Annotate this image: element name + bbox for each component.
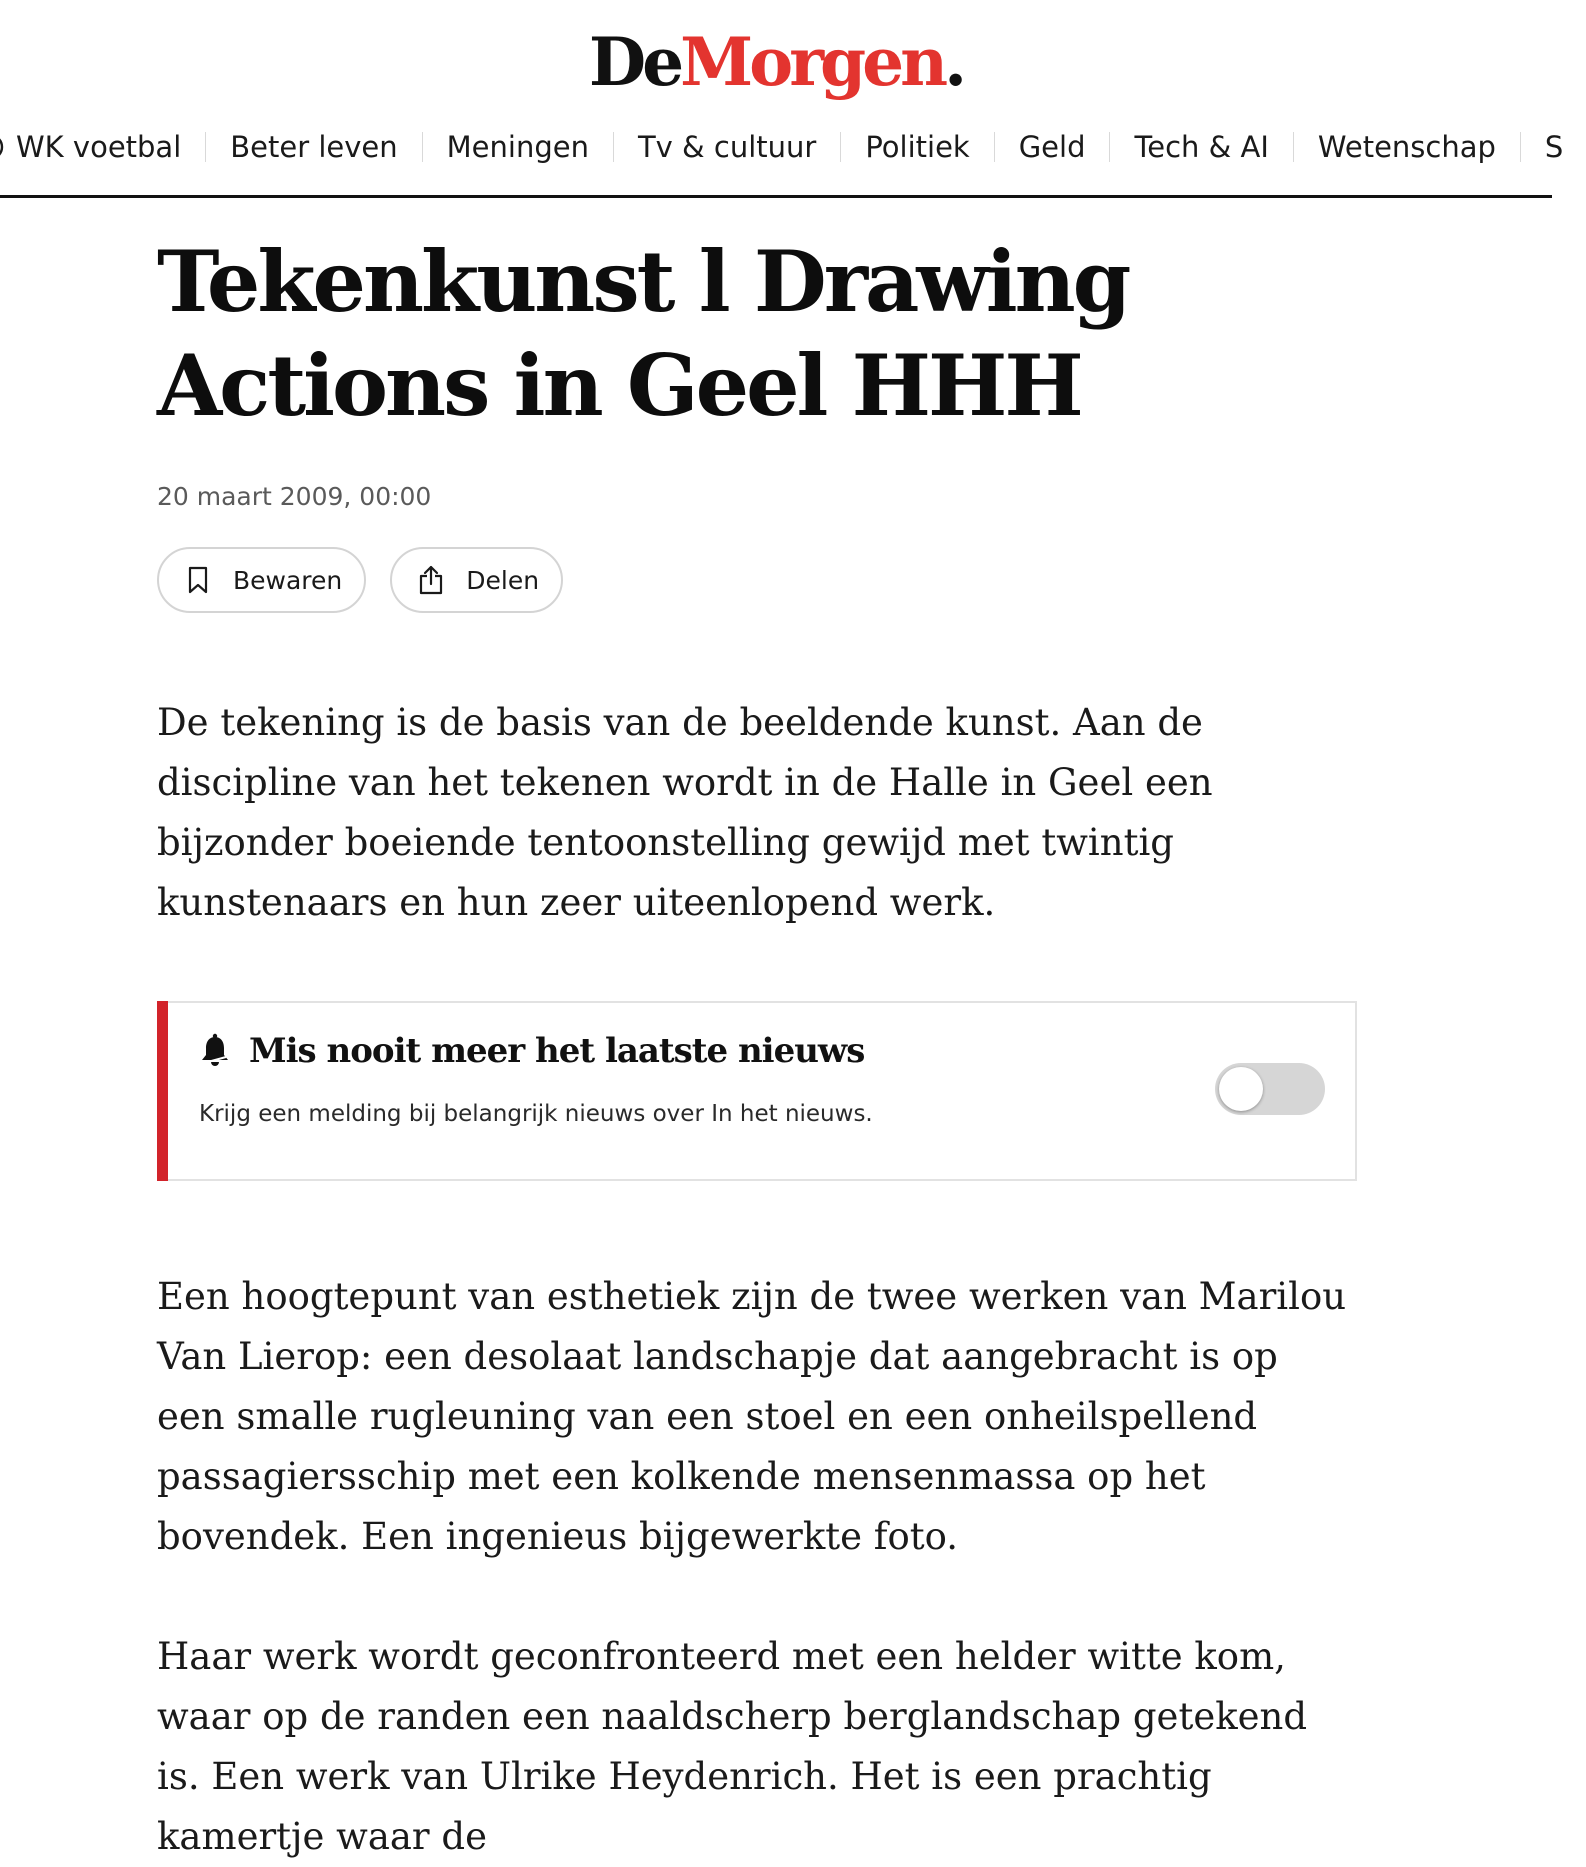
logo-de: De [588, 23, 681, 101]
share-button[interactable] [390, 547, 563, 613]
nav-item-tech-ai[interactable]: Tech & AI [1134, 130, 1269, 164]
article-title: Tekenkunst l Drawing Actions in Geel HHH [157, 232, 1129, 435]
promo-subtitle: Krijg een melding bij belangrijk nieuws over In het nieuws. [199, 1101, 873, 1127]
toggle-knob [1219, 1067, 1263, 1111]
nav-item-meningen[interactable]: Meningen [446, 130, 589, 164]
nav-icon [0, 132, 8, 162]
nav-item-beter-leven[interactable]: Beter leven [230, 130, 398, 164]
logo-morgen: Morgen [680, 23, 945, 101]
share-button-label: Delen [466, 565, 540, 595]
nav-item-wetenschap[interactable]: Wetenschap [1317, 130, 1496, 164]
share-icon [416, 565, 446, 595]
article-date: 20 maart 2009, 00:00 [157, 482, 432, 511]
bookmark-icon [183, 565, 213, 595]
save-button-label: Bewaren [233, 565, 343, 595]
nav-item-truncated[interactable]: S [1544, 130, 1564, 164]
nav-divider [1109, 132, 1110, 162]
nav-item-wk-voetbal[interactable] [0, 130, 181, 164]
save-button[interactable] [157, 547, 366, 613]
article-paragraph: Een hoogtepunt van esthetiek zijn de twee werken van Marilou Van Lierop: een desolaat landschapje dat aangebracht is op een smalle rugleuning van een stoel en een onheilspellend passagiersschip met een kolkende mensenmassa op het bovendek. Een ingenieus bijgewerkte foto. [157, 1275, 1347, 1558]
nav-divider [840, 132, 841, 162]
promo-title: Mis nooit meer het laatste nieuws [249, 1031, 865, 1071]
nav-divider [205, 132, 206, 162]
nav-item-geld[interactable]: Geld [1018, 130, 1086, 164]
bell-icon [199, 1033, 231, 1069]
nav-item-tv-cultuur[interactable]: Tv & cultuur [637, 130, 817, 164]
article-paragraph: Haar werk wordt geconfronteerd met een helder witte kom, waar op de randen een naaldscherp berglandschap getekend is. Een werk van Ulrike Heydenrich. Het is een prachtig kamertje waar de [157, 1635, 1308, 1858]
section-nav-list [0, 120, 1586, 174]
article-lead: De tekening is de basis van de beeldende kunst. Aan de discipline van het tekenen wordt in de Halle in Geel een bijzonder boeiende tentoonstelling gewijd met twintig kunstenaars en hun zeer uiteenlopend werk. [157, 701, 1213, 924]
site-logo[interactable] [0, 22, 1552, 102]
nav-item-politiek[interactable]: Politiek [865, 130, 970, 164]
nav-divider [422, 132, 423, 162]
nav-divider [1520, 132, 1521, 162]
article [157, 198, 1357, 1867]
notification-toggle[interactable] [1215, 1063, 1325, 1115]
section-nav [0, 120, 1586, 174]
article-actions [157, 547, 1357, 613]
promo-heading [199, 1031, 864, 1071]
logo-dot: . [944, 23, 964, 101]
promo-accent-bar [157, 1001, 168, 1181]
nav-divider [994, 132, 995, 162]
nav-divider [1293, 132, 1294, 162]
nav-divider [613, 132, 614, 162]
notification-promo [157, 1001, 1357, 1181]
nav-item-label: WK voetbal [16, 130, 182, 164]
